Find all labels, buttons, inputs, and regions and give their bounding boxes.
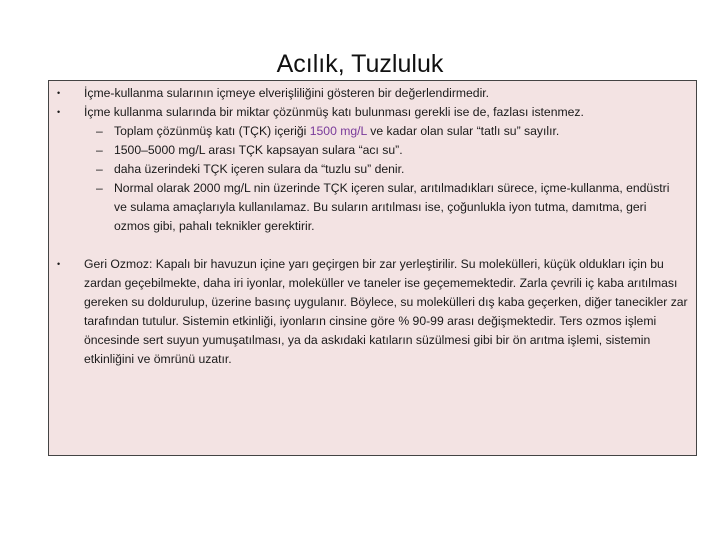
content-box (48, 80, 697, 456)
dash-marker: – (96, 143, 103, 157)
bullet-dot: • (57, 259, 61, 269)
sub-item-text (114, 122, 684, 141)
bullet-text: İçme kullanma sularında bir miktar çözünmüş katı bulunması gerekli ise de, fazlası istenmez. (84, 105, 584, 119)
sub-item-text: daha üzerindeki TÇK içeren sulara da “tuzlu su” denir. (114, 162, 405, 176)
osmosis-term: Geri Ozmoz: (84, 257, 153, 271)
slide-title: Acılık, Tuzluluk (276, 50, 444, 78)
osmosis-paragraph (84, 255, 690, 369)
dash-marker: – (96, 124, 103, 138)
bullet-dot: • (57, 107, 61, 117)
bullet-text: İçme-kullanma sularının içmeye elverişliliğini gösteren bir değerlendirmedir. (84, 86, 490, 100)
sub-text-part: Toplam çözünmüş katı (TÇK) içeriği (114, 124, 310, 138)
sub-text-part: ve kadar olan sular “tatlı su” sayılır. (366, 124, 560, 138)
tds-highlight: 1500 mg/L (309, 124, 367, 138)
sub-item-text: Normal olarak 2000 mg/L nin üzerinde TÇK içeren sular, arıtılmadıkları sürece, içme-kullanma, endüstri ve sulama amaçlarıyla kullanılamaz. Bu suların arıtılması ise, çoğunlukla iyon tutma, damıtma, geri ozmos gibi, pahalı teknikler gerektirir. (114, 181, 670, 233)
dash-marker: – (96, 181, 103, 195)
bullet-dot: • (57, 88, 61, 98)
osmosis-text: Kapalı bir havuzun içine yarı geçirgen bir zar yerleştirilir. Su molekülleri, küçük oldukları için bu zardan geçebilmekte, daha iri iyonlar, moleküller ve taneler ise geçememektedir. Zarla çevrili iç kaba arıtılması gereken su doldurulup, üzerine basınç uygulanır. Böylece, su molekülleri dış kaba geçerken, diğer tanecikler zar tarafından tutulur. Sistemin etkinliği, iyonların cinsine göre % 90-99 arası değişmektedir. Ters ozmos işlemi öncesinde sert suyun yumuşatılması, ya da askıdaki katıların süzülmesi gibi bir ön arıtma işlemi, sistemin etkinliğini ve ömrünü uzatır. (84, 257, 688, 366)
sub-item-text: 1500–5000 mg/L arası TÇK kapsayan sulara “acı su”. (114, 143, 403, 157)
dash-marker: – (96, 162, 103, 176)
